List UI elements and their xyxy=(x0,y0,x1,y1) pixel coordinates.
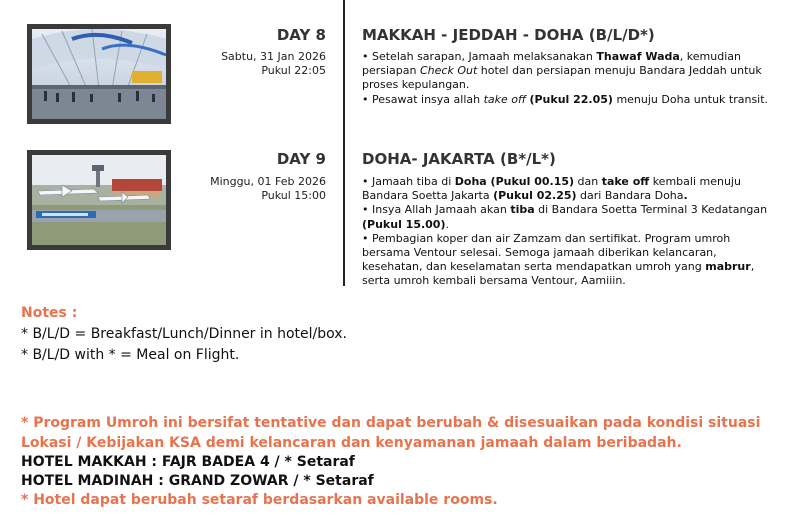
day-8-date: Sabtu, 31 Jan 2026 xyxy=(221,50,326,63)
text: kembali menuju Bandara Soetta Jakarta xyxy=(362,175,741,203)
text-italic: Check Out xyxy=(420,64,478,78)
day-8-time: Pukul 22:05 xyxy=(261,64,326,77)
day-9-route-title: DOHA- JAKARTA (B*/L*) xyxy=(362,150,556,168)
day-9-bullet-2 xyxy=(362,203,780,231)
text: , kemudian persiapan xyxy=(362,50,741,78)
text-bold: (Pukul 15.00) xyxy=(362,217,446,231)
day-9-label: DAY 9 xyxy=(276,150,326,168)
program-disclaimer: * Program Umroh ini bersifat tentative dan dapat berubah & disesuaikan pada kondisi situasi Lokasi / Kebijakan KSA demi kelancaran dan kenyamanan jamaah dalam beribadah. xyxy=(21,415,761,451)
note-line-1: * B/L/D = Breakfast/Lunch/Dinner in hotel/box. xyxy=(21,326,347,342)
day-9-bullet-1 xyxy=(362,175,780,203)
hotel-makkah: HOTEL MAKKAH : FAJR BADEA 4 / * Setaraf xyxy=(21,454,355,470)
text: dari Bandara Doha xyxy=(576,189,684,203)
airport-terminal-photo xyxy=(27,24,171,124)
day-8-bullet-2 xyxy=(362,93,780,107)
day-8-label: DAY 8 xyxy=(276,26,326,44)
text: • Insya Allah Jamaah akan xyxy=(362,203,511,217)
text: • Pembagian koper dan air Zamzam dan sertifikat. Program umroh bersama Ventour selesai. Semoga jamaah diberikan kelancaran, kesehatan, dan keselamatan serta mendapatkan umroh yang xyxy=(362,231,731,274)
text: dan xyxy=(574,175,602,188)
hotel-madinah: HOTEL MADINAH : GRAND ZOWAR / * Setaraf xyxy=(21,473,374,489)
day-8-route-title: MAKKAH - JEDDAH - DOHA (B/L/D*) xyxy=(362,26,655,44)
text-bold: Doha (Pukul 00.15) xyxy=(454,175,575,188)
note-line-2: * B/L/D with * = Meal on Flight. xyxy=(21,347,240,363)
day-9-bullet-3 xyxy=(362,232,780,289)
timeline-divider xyxy=(343,0,345,286)
text-italic: take off xyxy=(483,92,526,106)
text-bold: take off xyxy=(601,175,650,188)
text: . xyxy=(445,217,449,231)
text-bold: (Pukul 22.05) xyxy=(529,92,613,106)
text-bold: mabrur xyxy=(705,260,751,274)
text: • Pesawat insya allah xyxy=(362,92,484,106)
day-8-description xyxy=(362,50,780,107)
text: di Bandara Soetta Terminal 3 Kedatangan xyxy=(534,203,768,217)
notes-title: Notes : xyxy=(21,305,78,321)
text: • Jamaah tiba di xyxy=(362,175,455,188)
text: menuju Doha untuk transit. xyxy=(612,92,769,106)
text: • Setelah sarapan, Jamaah melaksanakan xyxy=(362,50,597,63)
day-9-date: Minggu, 01 Feb 2026 xyxy=(210,175,326,188)
text: , serta umroh kembali bersama Ventour, Aamiiin. xyxy=(362,260,755,288)
text-bold: tiba xyxy=(510,203,535,217)
text-bold: . xyxy=(683,189,688,203)
day-8-bullet-1 xyxy=(362,50,780,93)
day-9-time: Pukul 15:00 xyxy=(261,189,326,202)
text-bold: (Pukul 02.25) xyxy=(493,189,577,203)
airport-apron-photo xyxy=(27,150,171,250)
day-9-description xyxy=(362,175,780,289)
text-bold: Thawaf Wada xyxy=(596,50,680,63)
hotel-availability-note: * Hotel dapat berubah setaraf berdasarkan available rooms. xyxy=(21,492,498,508)
text: hotel dan persiapan menuju Bandara Jeddah untuk proses kepulangan. xyxy=(362,64,762,92)
